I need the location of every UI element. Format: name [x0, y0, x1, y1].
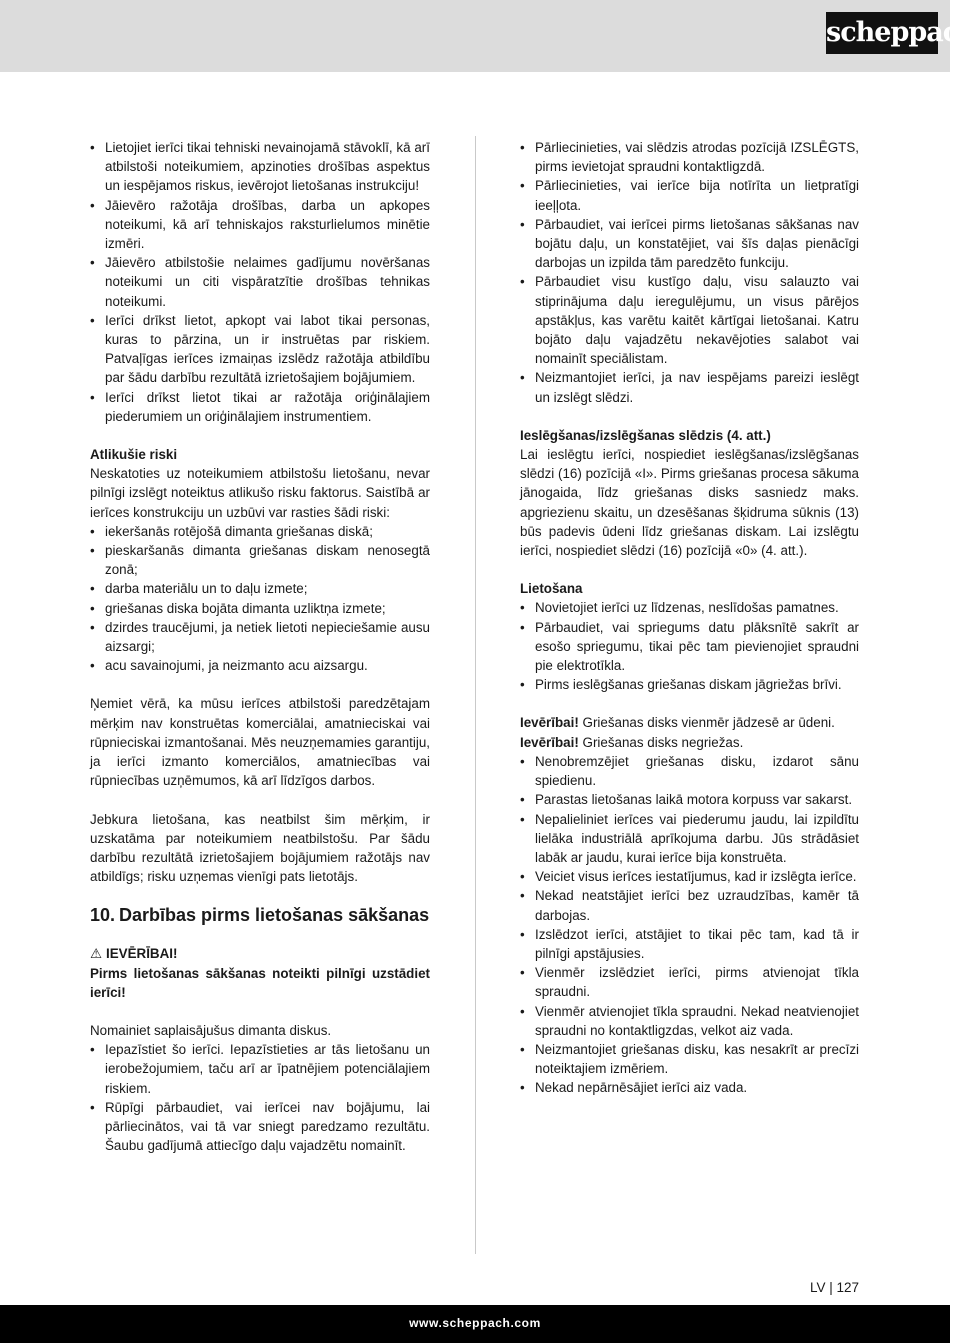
list-item: • Nekad nepārnēsājiet ierīci aiz vada. — [520, 1078, 859, 1097]
list-item: • Lietojiet ierīci tikai tehniski nevainojamā stāvoklī, kā arī atbilstoši noteikumiem, apzinoties drošības aspektus un iespējamos riskus, ievērojot lietošanas instrukciju! — [90, 138, 430, 196]
warning-heading — [90, 944, 430, 963]
list-item: • Jāievēro atbilstošie nelaimes gadījumu novēršanas noteikumi un citi vispāratzītie drošības tehnikas noteikumi. — [90, 253, 430, 311]
residual-risks-heading: Atlikušie riski — [90, 447, 178, 463]
list-item: • Pārliecinieties, vai ierīce bija notīrīta un lietpratīgi ieeļļota. — [520, 176, 859, 214]
section-title — [90, 905, 430, 925]
operation-list — [520, 752, 859, 1098]
list-item: • Nepalieliniet ierīces vai piederumu jaudu, lai izpildītu lielāka industriālā aprīkojuma darbu. Jūs strādāsiet labāk ar jaudu, kurai ierīce bija konstruēta. — [520, 810, 859, 868]
note-disc-not-cutting: Ievērībai! Griešanas disks negriežas. — [520, 734, 744, 750]
list-item: • Iepazīstiet šo ierīci. Iepazīstieties ar tās lietošanu un ierobežojumiem, taču arī ar īpatnējiem potenciālajiem riskiem. — [90, 1040, 430, 1098]
header-bar — [0, 0, 977, 72]
preparation-list — [90, 1040, 430, 1155]
section-number: 10. — [90, 905, 116, 926]
list-item: • Parastas lietošanas laikā motora korpuss var sakarst. — [520, 790, 859, 809]
check-list — [520, 138, 859, 407]
commercial-use-paragraph: Ņemiet vērā, ka mūsu ierīces atbilstoši paredzētajam mērķim nav konstruētas komerciālai, amatnieciskai vai rūpnieciskai izmantošanai. Mēs neuzņemamies garantiju, ja ierīci izmanto komerciālos, amatniecības vai rūpniecības uzņēmumos, kā arī līdzīgos darbos. — [90, 696, 430, 789]
replace-discs-text: Nomainiet saplaisājušus dimanta diskus. — [90, 1022, 332, 1038]
right-column — [520, 138, 859, 1098]
list-item: • Nekad neatstājiet ierīci bez uzraudzības, kamēr tā darbojas. — [520, 886, 859, 924]
warning-text: Pirms lietošanas sākšanas noteikti pilnīgi uzstādiet ierīci! — [90, 965, 430, 1000]
left-column — [90, 138, 430, 1155]
website-link[interactable]: www.scheppach.com — [409, 1316, 541, 1330]
list-item: • Izslēdzot ierīci, atstājiet to tikai pēc tam, kad tā ir pilnīgi apstājusies. — [520, 925, 859, 963]
list-item: • Veiciet visus ierīces iestatījumus, kad ir izslēgta ierīce. — [520, 867, 859, 886]
list-item: • Novietojiet ierīci uz līdzenas, neslīdošas pamatnes. — [520, 598, 859, 617]
list-item: • Neizmantojiet griešanas disku, kas nesakrīt ar precīzi noteiktajiem izmēriem. — [520, 1040, 859, 1078]
note-label: Ievērībai! — [520, 715, 579, 731]
list-item: • Pārbaudiet, vai ierīcei pirms lietošanas sākšanas nav bojātu daļu, un konstatējiet, vai šīs daļas pienācīgi darbojas un izpilda tām paredzēto funkciju. — [520, 215, 859, 273]
column-divider — [475, 136, 476, 1254]
usage-list — [520, 598, 859, 694]
list-item: • Ierīci drīkst lietot tikai ar ražotāja oriģinālajiem piederumiem un oriģinālajiem instrumentiem. — [90, 388, 430, 426]
list-item: • Neizmantojiet ierīci, ja nav iespējams pareizi ieslēgt un izslēgt slēdzi. — [520, 368, 859, 406]
list-item: • darba materiālu un to daļu izmete; — [90, 579, 430, 598]
list-item: • Pirms ieslēgšanas griešanas diskam jāgriežas brīvi. — [520, 675, 859, 694]
warning-triangle-icon: ⚠ — [90, 946, 103, 962]
warning-label: IEVĒRĪBAI! — [106, 946, 178, 962]
list-item: • Vienmēr atvienojiet tīkla spraudni. Nekad neatvienojiet spraudni no kontaktligzdas, velkot aiz vada. — [520, 1002, 859, 1040]
section-title-text: Darbības pirms lietošanas sākšanas — [119, 905, 430, 926]
list-item: • Pārbaudiet visu kustīgo daļu, visu salauzto vai stiprinājuma daļu ieregulējumu, un visus pārējos apstākļus, kas varētu kaitēt kārtīgai lietošanai. Katru bojāto daļu vajadzētu nekavējoties salabot vai nomainīt speciālistam. — [520, 272, 859, 368]
list-item: • Pārliecinieties, vai slēdzis atrodas pozīcijā IZSLĒGTS, pirms ievietojat spraudni kontaktligzdā. — [520, 138, 859, 176]
list-item: • Pārbaudiet, vai spriegums datu plāksnītē sakrīt ar esošo spriegumu, tikai pēc tam pievienojiet spraudni pie elektrotīkla. — [520, 618, 859, 676]
list-item: • Ierīci drīkst lietot, apkopt vai labot tikai personas, kuras to pārzina, un ir instruētas par riskiem. Patvaļīgas ierīces izmaiņas izslēdz ražotāja atbildību par šādu darbību rezultātā izrietošajiem bojājumiem. — [90, 311, 430, 388]
note-label: Ievērībai! — [520, 734, 579, 750]
list-item: • griešanas diska bojāta dimanta uzliktņa izmete; — [90, 599, 430, 618]
list-item: • Nenobremzējiet griešanas disku, izdarot sānu spiedienu. — [520, 752, 859, 790]
note-water-cooling: Ievērībai! Griešanas disks vienmēr jādzesē ar ūdeni. — [520, 715, 835, 731]
footer-bar — [0, 1305, 950, 1343]
list-item: • Vienmēr izslēdziet ierīci, pirms atvienojat tīkla spraudni. — [520, 963, 859, 1001]
switch-text: Lai ieslēgtu ierīci, nospiediet ieslēgšanas/izslēgšanas slēdzi (16) pozīcijā «I». Pirms griešanas procesa sākuma jānogaida, līdz griešanas disks sasniedz maks. apgriezienu skaitu, un dzesēšanas šķidruma sūknis (13) būs padevis ūdeni līdz griešanas diskam. Lai izslēgtu ierīci, nospiediet slēdzi (16) pozīcijā «0» (4. att.). — [520, 447, 859, 559]
list-item: • pieskaršanās dimanta griešanas diskam nenosegtā zonā; — [90, 541, 430, 579]
list-item: • iekeršanās rotējošā dimanta griešanas diskā; — [90, 522, 430, 541]
misuse-paragraph: Jebkura lietošana, kas neatbilst šim mērķim, ir uzskatāma par noteikumiem neatbilstošu. Par šādu darbību rezultātā izrietošajiem bojājumiem ražotājs nav atbildīgs; risku uzņemas vienīgi pats lietotājs. — [90, 811, 430, 885]
safety-list — [90, 138, 430, 426]
brand-logo: scheppach — [826, 12, 938, 54]
usage-heading: Lietošana — [520, 581, 583, 597]
page-number: LV | 127 — [809, 1280, 859, 1295]
list-item: • Rūpīgi pārbaudiet, vai ierīcei nav bojājumu, lai pārliecinātos, vai tā var sniegt paredzamo rezultātu. Šaubu gadījumā attiecīgo daļu vajadzētu nomainīt. — [90, 1098, 430, 1156]
list-item: • acu savainojumi, ja neizmanto acu aizsargu. — [90, 656, 430, 675]
list-item: • Jāievēro ražotāja drošības, darba un apkopes noteikumi, kā arī tehniskajos raksturlielumos minētie izmēri. — [90, 196, 430, 254]
residual-risks-text: Neskatoties uz noteikumiem atbilstošu lietošanu, nevar pilnīgi izslēgt noteiktus atlikušo risku faktorus. Saistībā ar ierīces konstrukciju un uzbūvi var rasties šādi riski: — [90, 466, 430, 520]
residual-risks-list — [90, 522, 430, 676]
list-item: • dzirdes traucējumi, ja netiek lietoti nepieciešamie ausu aizsargi; — [90, 618, 430, 656]
switch-heading: Ieslēgšanas/izslēgšanas slēdzis (4. att.) — [520, 427, 771, 443]
